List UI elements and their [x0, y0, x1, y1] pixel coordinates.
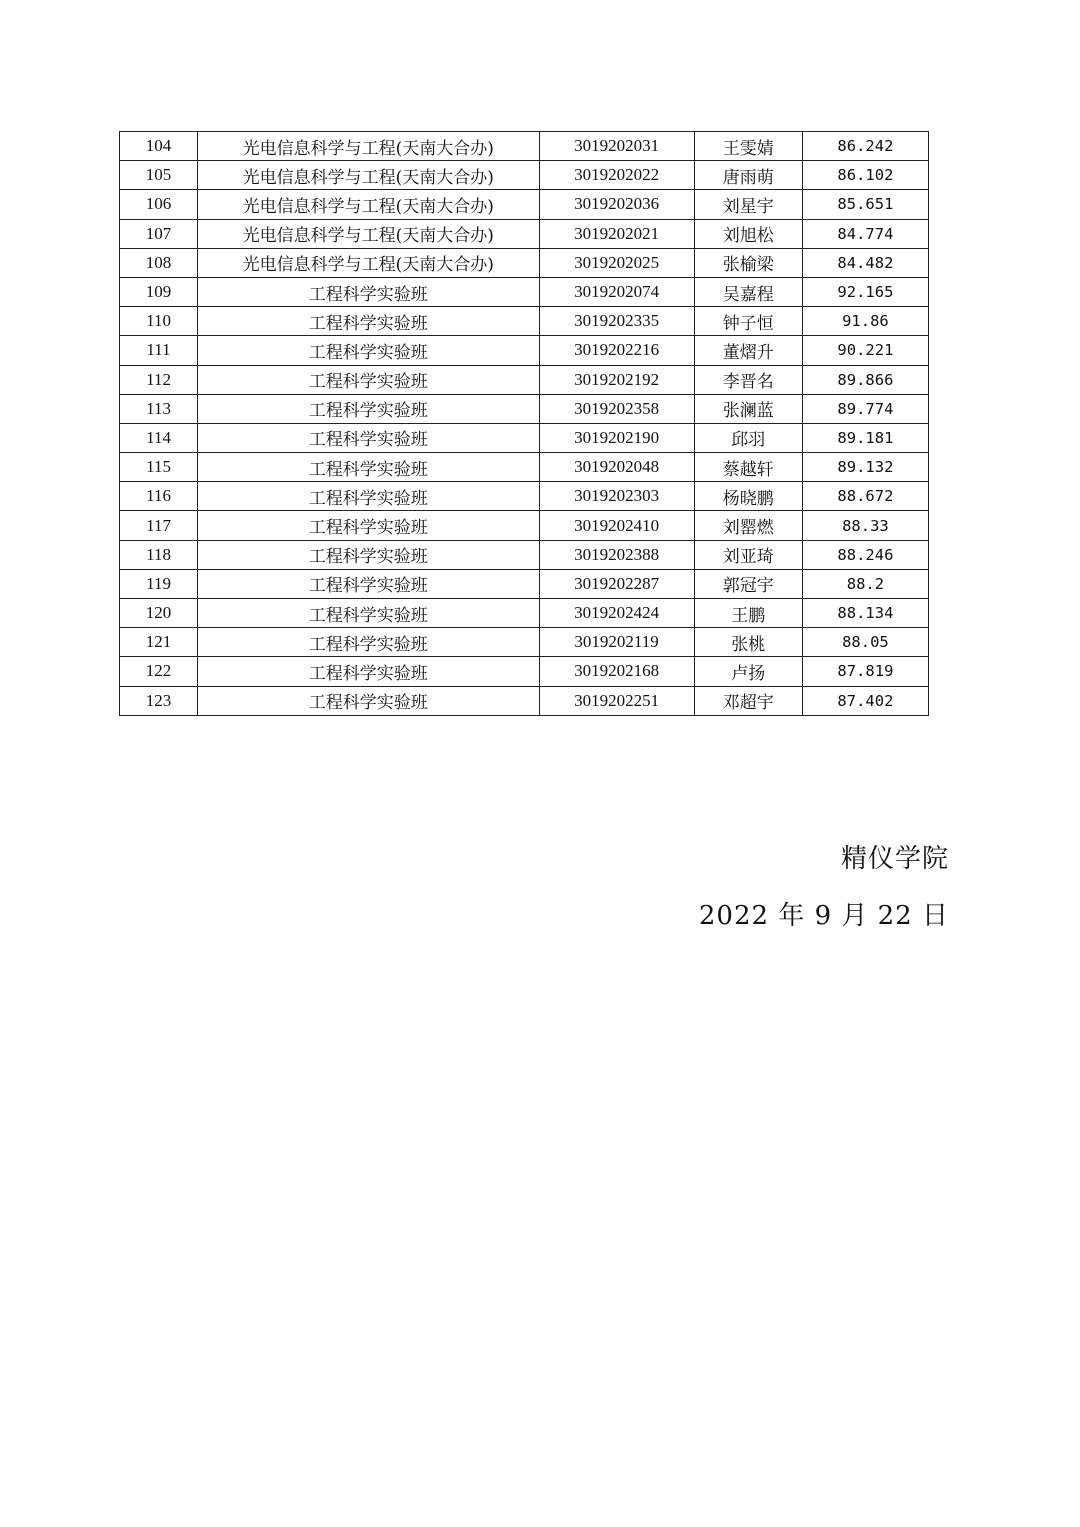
major-cell: 光电信息科学与工程(天南大合办)	[198, 219, 539, 248]
row-number-cell: 113	[120, 394, 198, 423]
score-cell: 86.242	[802, 132, 928, 161]
student-id-cell: 3019202036	[539, 190, 694, 219]
major-cell: 工程科学实验班	[198, 394, 539, 423]
student-name-cell: 张澜蓝	[694, 394, 802, 423]
score-cell: 84.774	[802, 219, 928, 248]
table-row	[120, 628, 929, 657]
row-number-cell: 105	[120, 161, 198, 190]
row-number-cell: 111	[120, 336, 198, 365]
row-number-cell: 120	[120, 599, 198, 628]
student-name-cell: 刘旭松	[694, 219, 802, 248]
student-id-cell: 3019202021	[539, 219, 694, 248]
table-row	[120, 511, 929, 540]
student-id-cell: 3019202358	[539, 394, 694, 423]
signature-organization: 精仪学院	[840, 844, 949, 874]
student-id-cell: 3019202168	[539, 657, 694, 686]
major-cell: 工程科学实验班	[198, 482, 539, 511]
score-cell: 88.246	[802, 540, 928, 569]
student-name-cell: 张桃	[694, 628, 802, 657]
table-row	[120, 161, 929, 190]
table-row	[120, 569, 929, 598]
table-row	[120, 540, 929, 569]
table-row	[120, 394, 929, 423]
row-number-cell: 110	[120, 307, 198, 336]
row-number-cell: 122	[120, 657, 198, 686]
student-name-cell: 蔡越轩	[694, 453, 802, 482]
major-cell: 工程科学实验班	[198, 277, 539, 306]
table-row	[120, 657, 929, 686]
student-name-cell: 唐雨萌	[694, 161, 802, 190]
table-row	[120, 132, 929, 161]
table-row	[120, 190, 929, 219]
score-cell: 92.165	[802, 277, 928, 306]
student-name-cell: 钟子恒	[694, 307, 802, 336]
student-id-cell: 3019202190	[539, 423, 694, 452]
major-cell: 工程科学实验班	[198, 423, 539, 452]
student-id-cell: 3019202031	[539, 132, 694, 161]
table-row	[120, 365, 929, 394]
table-row	[120, 336, 929, 365]
major-cell: 光电信息科学与工程(天南大合办)	[198, 190, 539, 219]
student-name-cell: 邱羽	[694, 423, 802, 452]
row-number-cell: 109	[120, 277, 198, 306]
student-name-cell: 杨晓鹏	[694, 482, 802, 511]
ranking-table-body	[120, 132, 929, 716]
score-cell: 89.866	[802, 365, 928, 394]
student-name-cell: 刘星宇	[694, 190, 802, 219]
student-id-cell: 3019202287	[539, 569, 694, 598]
student-name-cell: 卢扬	[694, 657, 802, 686]
row-number-cell: 119	[120, 569, 198, 598]
table-row	[120, 307, 929, 336]
student-name-cell: 邓超宇	[694, 686, 802, 715]
score-cell: 87.819	[802, 657, 928, 686]
row-number-cell: 115	[120, 453, 198, 482]
row-number-cell: 121	[120, 628, 198, 657]
table-row	[120, 248, 929, 277]
score-cell: 86.102	[802, 161, 928, 190]
student-name-cell: 李晋名	[694, 365, 802, 394]
student-id-cell: 3019202251	[539, 686, 694, 715]
major-cell: 工程科学实验班	[198, 511, 539, 540]
major-cell: 工程科学实验班	[198, 657, 539, 686]
table-row	[120, 686, 929, 715]
row-number-cell: 108	[120, 248, 198, 277]
signature-date: 2022 年 9 月 22 日	[698, 901, 949, 931]
student-id-cell: 3019202303	[539, 482, 694, 511]
major-cell: 工程科学实验班	[198, 453, 539, 482]
major-cell: 工程科学实验班	[198, 569, 539, 598]
row-number-cell: 106	[120, 190, 198, 219]
student-id-cell: 3019202335	[539, 307, 694, 336]
major-cell: 工程科学实验班	[198, 307, 539, 336]
student-id-cell: 3019202424	[539, 599, 694, 628]
student-name-cell: 王鹏	[694, 599, 802, 628]
score-cell: 91.86	[802, 307, 928, 336]
major-cell: 工程科学实验班	[198, 599, 539, 628]
student-id-cell: 3019202119	[539, 628, 694, 657]
major-cell: 工程科学实验班	[198, 336, 539, 365]
row-number-cell: 107	[120, 219, 198, 248]
row-number-cell: 117	[120, 511, 198, 540]
score-cell: 89.132	[802, 453, 928, 482]
student-id-cell: 3019202074	[539, 277, 694, 306]
major-cell: 光电信息科学与工程(天南大合办)	[198, 132, 539, 161]
major-cell: 工程科学实验班	[198, 365, 539, 394]
row-number-cell: 112	[120, 365, 198, 394]
major-cell: 工程科学实验班	[198, 628, 539, 657]
score-cell: 89.774	[802, 394, 928, 423]
table-row	[120, 599, 929, 628]
score-cell: 85.651	[802, 190, 928, 219]
student-name-cell: 郭冠宇	[694, 569, 802, 598]
score-cell: 88.672	[802, 482, 928, 511]
student-name-cell: 刘亚琦	[694, 540, 802, 569]
student-name-cell: 刘罂燃	[694, 511, 802, 540]
score-cell: 88.33	[802, 511, 928, 540]
major-cell: 光电信息科学与工程(天南大合办)	[198, 161, 539, 190]
table-row	[120, 453, 929, 482]
student-id-cell: 3019202192	[539, 365, 694, 394]
row-number-cell: 123	[120, 686, 198, 715]
table-row	[120, 482, 929, 511]
student-name-cell: 张榆梁	[694, 248, 802, 277]
score-cell: 90.221	[802, 336, 928, 365]
score-cell: 87.402	[802, 686, 928, 715]
score-cell: 88.134	[802, 599, 928, 628]
score-cell: 88.05	[802, 628, 928, 657]
table-row	[120, 219, 929, 248]
student-id-cell: 3019202048	[539, 453, 694, 482]
major-cell: 工程科学实验班	[198, 686, 539, 715]
ranking-table	[119, 131, 929, 716]
major-cell: 光电信息科学与工程(天南大合办)	[198, 248, 539, 277]
row-number-cell: 104	[120, 132, 198, 161]
student-id-cell: 3019202022	[539, 161, 694, 190]
student-name-cell: 王雯婧	[694, 132, 802, 161]
table-row	[120, 423, 929, 452]
row-number-cell: 114	[120, 423, 198, 452]
student-name-cell: 吴嘉程	[694, 277, 802, 306]
student-id-cell: 3019202388	[539, 540, 694, 569]
score-cell: 84.482	[802, 248, 928, 277]
student-id-cell: 3019202410	[539, 511, 694, 540]
student-name-cell: 董熠升	[694, 336, 802, 365]
table-row	[120, 277, 929, 306]
major-cell: 工程科学实验班	[198, 540, 539, 569]
row-number-cell: 118	[120, 540, 198, 569]
score-cell: 89.181	[802, 423, 928, 452]
student-id-cell: 3019202216	[539, 336, 694, 365]
student-id-cell: 3019202025	[539, 248, 694, 277]
row-number-cell: 116	[120, 482, 198, 511]
score-cell: 88.2	[802, 569, 928, 598]
